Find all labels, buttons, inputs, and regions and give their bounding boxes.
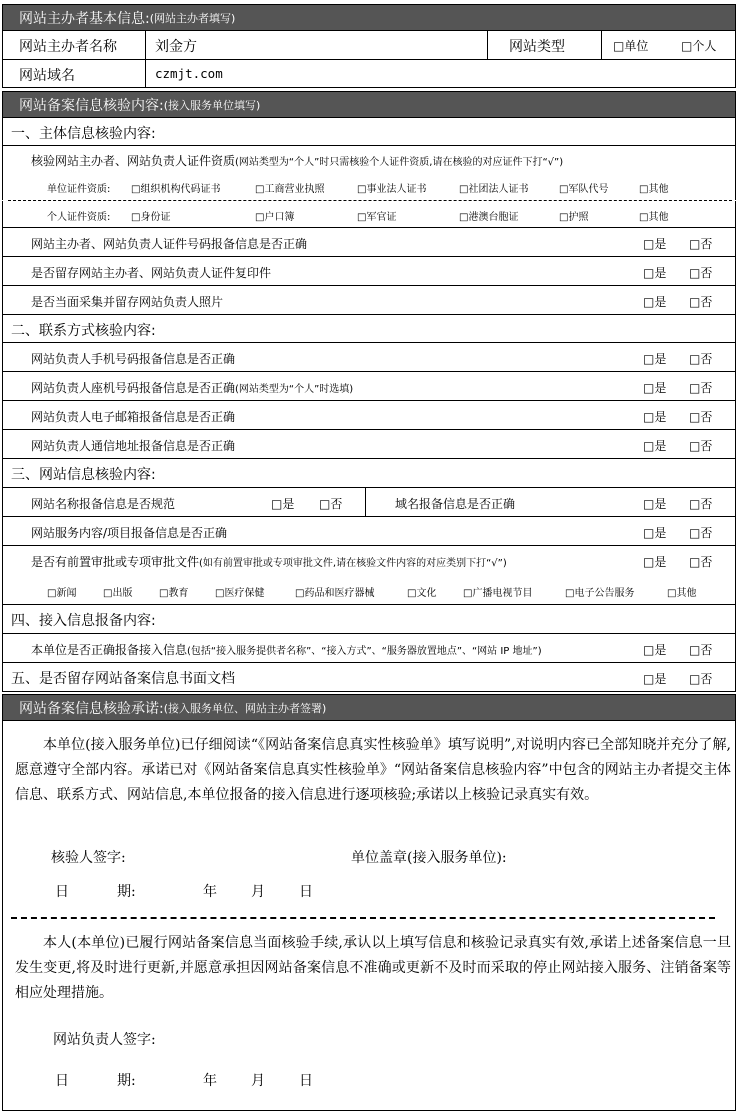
question-row [2,634,736,663]
category-option[interactable]: □ 其他 [667,584,696,599]
sponsor-name-value[interactable]: 刘金方 [155,39,197,55]
question-row [2,401,736,430]
question-row [2,228,736,257]
verifier-sign-label[interactable]: 核验人签字: [51,850,126,866]
part5-row [2,663,736,692]
domain-label: 网站域名 [19,68,75,84]
domain-value[interactable]: czmjt.com [155,66,223,81]
no-checkbox[interactable]: □ 否 [689,235,712,252]
unit-cert-option[interactable]: □ 社团法人证书 [459,180,528,195]
checkbox-icon [613,39,624,53]
question-text: 网站负责人手机号码报备信息是否正确 [31,352,236,366]
category-option[interactable]: □ 电子公告服务 [565,584,634,599]
no-checkbox[interactable]: □ 否 [689,264,712,281]
cert-qual-row [2,146,736,172]
unit-cert-option[interactable]: □ 事业法人证书 [357,180,426,195]
checkbox-icon [681,39,692,53]
no-checkbox[interactable]: □ 否 [689,408,712,425]
part3-title-row [2,459,736,488]
no-checkbox[interactable]: □ 否 [689,437,712,454]
yes-checkbox[interactable]: □ 是 [643,437,666,454]
category-option[interactable]: □ 医疗保健 [215,584,264,599]
part1-title: 一、主体信息核验内容: [11,126,156,142]
cert-qual-note: (网站类型为“个人”时只需核验个人证件资质,请在核验的对应证件下打“√”) [235,157,564,168]
question-text: 域名报备信息是否正确 [395,497,516,511]
question-note: (包括“接入服务提供者名称”、“接入方式”、“服务器放置地点”、“网站 IP 地址”) [187,646,542,657]
question-row [2,488,736,517]
yes-checkbox[interactable]: □ 是 [271,495,294,512]
person-cert-option[interactable]: □ 其他 [639,208,668,223]
part2-title: 二、联系方式核验内容: [11,323,156,339]
question-row [2,430,736,459]
sponsor-name-row [2,31,736,60]
day-label: 日 [299,884,313,900]
question-row [2,546,736,575]
domain-row [2,60,736,88]
category-option[interactable]: □ 文化 [407,584,436,599]
yes-checkbox[interactable]: □ 是 [643,553,666,570]
person-cert-option[interactable]: □ 户口簿 [255,208,294,223]
category-option[interactable]: □ 出版 [103,584,132,599]
category-option[interactable]: □ 广播电视节目 [463,584,532,599]
question-text: 网站名称报备信息是否规范 [31,497,176,511]
yes-checkbox[interactable]: □ 是 [643,235,666,252]
question-text: 网站负责人电子邮箱报备信息是否正确 [31,410,236,424]
question-row [2,286,736,315]
pledge-paragraph-1: 本单位(接入服务单位)已仔细阅读“《网站备案信息真实性核验单》填写说明”,对说明内容已全部知晓并充分了解,愿意遵守全部内容。承诺已对《网站备案信息真实性核验单》“网站备案信息核验内容”中包含的网站主办者提交主体信息、联系方式、网站信息,本单位报备的接入信息进行逐项核验;承诺以上核验记录真实有效。 [15,737,731,803]
part3-title: 三、网站信息核验内容: [11,467,156,483]
section-title: 网站备案信息核验承诺: [19,700,164,717]
unit-cert-option[interactable]: □ 工商营业执照 [255,180,324,195]
no-checkbox[interactable]: □ 否 [689,641,712,658]
section-header-basic-info [2,4,736,31]
category-option[interactable]: □ 新闻 [47,584,76,599]
part4-title: 四、接入信息报备内容: [11,613,156,629]
question-note: (如有前置审批或专项审批文件,请在核验文件内容的对应类别下打“√”) [199,558,507,569]
date-label-part2[interactable]: 期: [117,884,136,900]
question-note: (网站类型为“个人”时选填) [235,384,354,395]
unit-cert-label: 单位证件资质: [47,184,111,195]
section-title: 网站主办者基本信息: [19,10,150,27]
question-row [2,343,736,372]
unit-cert-option[interactable]: □ 其他 [639,180,668,195]
no-checkbox[interactable]: □ 否 [689,524,712,541]
question-text: 网站主办者、网站负责人证件号码报备信息是否正确 [31,237,308,251]
part4-title-row [2,605,736,634]
site-type-label: 网站类型 [509,39,565,55]
question-text: 网站服务内容/项目报备信息是否正确 [31,526,228,540]
yes-checkbox[interactable]: □ 是 [643,641,666,658]
year-label: 年 [203,1073,217,1089]
question-text: 是否留存网站主办者、网站负责人证件复印件 [31,266,272,280]
owner-sign-label[interactable]: 网站负责人签字: [53,1032,156,1048]
person-cert-option[interactable]: □ 港澳台胞证 [459,208,518,223]
month-label: 月 [251,1073,265,1089]
part2-title-row [2,315,736,343]
year-label: 年 [203,884,217,900]
month-label: 月 [251,884,265,900]
no-checkbox[interactable]: □ 否 [689,495,712,512]
day-label: 日 [299,1073,313,1089]
unit-cert-option[interactable]: □ 组织机构代码证书 [131,180,220,195]
no-checkbox[interactable]: □ 否 [689,293,712,310]
unit-cert-row [2,172,736,200]
site-type-person-checkbox[interactable]: □ 个人 [681,37,716,54]
question-row [2,372,736,401]
person-cert-option[interactable]: □ 军官证 [357,208,396,223]
question-text: 是否有前置审批或专项审批文件(如有前置审批或专项审批文件,请在核验文件内容的对应类别下打“√”) [31,555,507,569]
cert-qual-label: 核验网站主办者、网站负责人证件资质(网站类型为“个人”时只需核验个人证件资质,请在核验的对应证件下打“√”) [31,154,564,168]
unit-cert-option[interactable]: □ 军队代号 [559,180,608,195]
person-cert-option[interactable]: □ 身份证 [131,208,170,223]
pledge-box [2,721,736,1111]
category-row [2,575,736,605]
yes-checkbox[interactable]: □ 是 [643,293,666,310]
yes-checkbox[interactable]: □ 是 [643,524,666,541]
question-row [2,257,736,286]
unit-seal-label[interactable]: 单位盖章(接入服务单位): [351,850,507,866]
site-type-unit-checkbox[interactable]: □ 单位 [613,37,648,54]
yes-checkbox[interactable]: □ 是 [643,670,666,687]
no-checkbox[interactable]: □ 否 [319,495,342,512]
yes-checkbox[interactable]: □ 是 [643,264,666,281]
no-checkbox[interactable]: □ 否 [689,670,712,687]
yes-checkbox[interactable]: □ 是 [643,350,666,367]
no-checkbox[interactable]: □ 否 [689,379,712,396]
pledge-paragraph-2: 本人(本单位)已履行网站备案信息当面核验手续,承认以上填写信息和核验记录真实有效,承诺上述备案信息一旦发生变更,将及时进行更新,并愿意承担因网站备案信息不准确或更新不及时而采取的停止网站接入服务、注销备案等相应处理措施。 [15,935,731,1001]
no-checkbox[interactable]: □ 否 [689,350,712,367]
question-text: 是否当面采集并留存网站负责人照片 [31,295,224,309]
question-row [2,517,736,546]
date-label-part1: 日 [55,1073,69,1089]
dashed-separator [11,917,715,919]
person-cert-row [2,201,736,228]
date-label-part1: 日 [55,884,69,900]
person-cert-label: 个人证件资质: [47,212,111,223]
section-note: (网站主办者填写) [149,11,236,25]
no-checkbox[interactable]: □ 否 [689,553,712,570]
yes-checkbox[interactable]: □ 是 [643,379,666,396]
date-label-part2[interactable]: 期: [117,1073,136,1089]
question-text: 本单位是否正确报备接入信息(包括“接入服务提供者名称”、“接入方式”、“服务器放置地点”、“网站 IP 地址”) [31,643,542,657]
category-option[interactable]: □ 教育 [159,584,188,599]
part1-title-row [2,118,736,146]
section-title: 网站备案信息核验内容: [19,97,164,114]
person-cert-option[interactable]: □ 护照 [559,208,588,223]
section-header-verification [2,91,736,118]
section-note: (接入服务单位、网站主办者签署) [163,701,327,715]
category-option[interactable]: □ 药品和医疗器械 [295,584,374,599]
question-text: 网站负责人座机号码报备信息是否正确(网站类型为“个人”时选填) [31,381,354,395]
section-header-pledge [2,694,736,721]
section-note: (接入服务单位填写) [163,98,261,112]
yes-checkbox[interactable]: □ 是 [643,408,666,425]
yes-checkbox[interactable]: □ 是 [643,495,666,512]
question-text: 网站负责人通信地址报备信息是否正确 [31,439,236,453]
part5-title: 五、是否留存网站备案信息书面文档 [11,671,235,687]
sponsor-name-label: 网站主办者名称 [19,39,117,55]
